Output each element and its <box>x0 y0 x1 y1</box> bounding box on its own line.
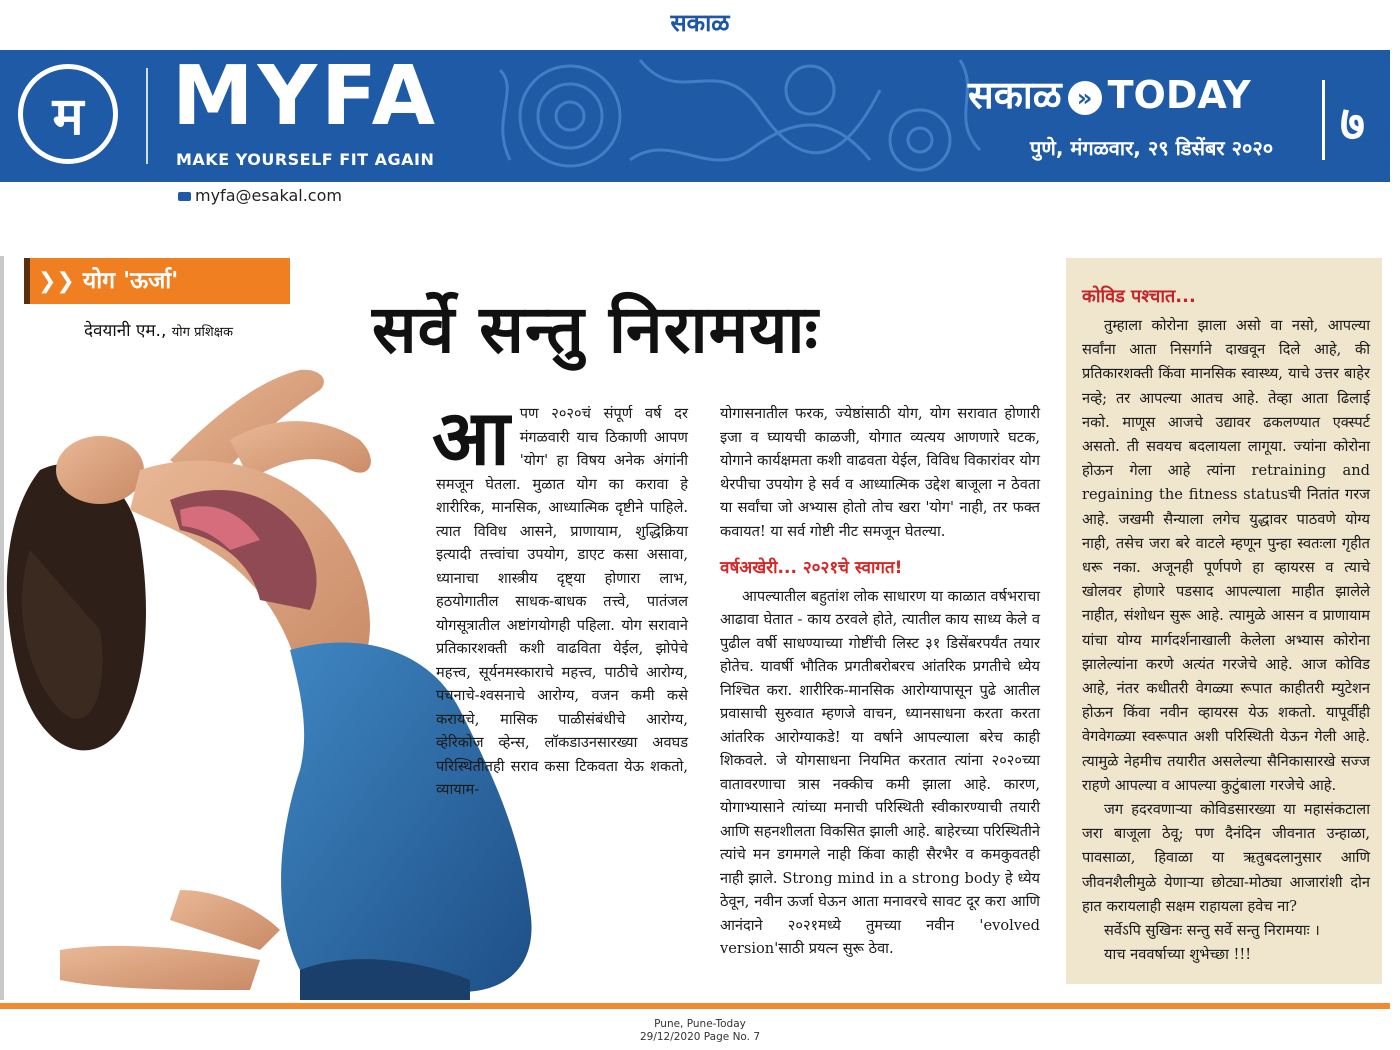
byline <box>84 318 233 341</box>
bottom-rule <box>0 1003 1390 1009</box>
double-chevron-icon: ❯❯ <box>38 269 75 294</box>
article-column-1 <box>432 393 688 802</box>
article-column-2 <box>720 402 1040 961</box>
contact-email[interactable] <box>178 186 342 205</box>
footer-edition: Pune, Pune-Today <box>654 1018 746 1030</box>
sidebar-body <box>1082 314 1370 967</box>
headline: सर्वे सन्तु निरामयाः <box>372 291 819 368</box>
page-divider <box>1322 80 1325 160</box>
section-brand: MYFA <box>172 50 440 144</box>
email-text: myfa@esakal.com <box>195 186 342 205</box>
section-tagline: MAKE YOURSELF FIT AGAIN <box>176 150 435 169</box>
column-2-text: योगासनातील फरक, ज्येष्ठांसाठी योग, योग सरावात होणारी इजा व घ्यायची काळजी, योगात व्यत्यय आणणारे घटक, योगाने कार्यक्षमता कशी वाढवता येईल, विविध विकारांवर योग थेरपीचा उपयोग हे सर्व व आध्यात्मिक उद्देश बाजूला न ठेवता या सर्वांचा जो अभ्यास होतो तोच खरा 'योग' नाही, तर फक्त कवायत! या सर्व गोष्टी नीट समजून घेतल्या. <box>720 405 1040 540</box>
sidebar-box <box>1066 258 1382 984</box>
page-footer <box>0 1018 1400 1044</box>
section-tag-accent <box>24 258 30 304</box>
decorative-pattern <box>480 50 1000 182</box>
footer-date-page: 29/12/2020 Page No. 7 <box>639 1031 761 1043</box>
double-chevron-icon: » <box>1068 81 1102 115</box>
sidebar-paragraph-3: सर्वेऽपि सुखिनः सन्तु सर्वे सन्तु निरामयाः । <box>1104 922 1320 940</box>
paper-brand <box>968 68 1251 120</box>
sidebar-paragraph-4: याच नववर्षाच्या शुभेच्छा !!! <box>1104 946 1252 964</box>
sidebar-paragraph-1: तुम्हाला कोरोना झाला असो वा नसो, आपल्या सर्वांना आता निसर्गाने दाखवून दिले आहे, की प्रतिकारशक्ती किंवा मानसिक स्वास्थ्य, याचे उत्तर बाहेर नव्हे; तर आपल्या आतच आहे. तेव्हा आता ढिलाई नको. माणूस आजचे उद्यावर ढकलण्यात एक्स्पर्ट असतो. ती सवयच बदलायला लागूया. ज्यांना कोरोना होऊन गेला आहे त्यांना retraining and regaining the fitness statusची नितांत गरज आहे. जखमी सैन्याला लगेच युद्धावर पाठवणे योग्य नाही, तसेच जरा बरे वाटले म्हणून पुन्हा स्वतःला गृहीत धरू नका. अजूनही पूर्णपणे हा व्हायरस व त्याचे खोलवर होणारे पडसाद आपल्याला माहीत झालेले नाहीत, संशोधन सुरू आहे. त्यामुळे आसन व प्राणायाम यांचा योग्य मार्गदर्शनाखाली केलेला अभ्यास कोरोना झालेल्यांना करणे अत्यंत गरजेचे आहे. आज कोविड आहे, नंतर कधीतरी वेगळ्या रूपात काहीतरी म्युटेशन होऊन किंवा नवीन व्हायरस येऊ शकतो. यापूर्वीही वेगवेगळ्या स्वरूपात अशी परिस्थिती येऊन गेली आहे. त्यामुळे नेहमीच तयारीत असलेल्या सैनिकासारखे सज्ज राहणे आपल्या व आपल्या कुटुंबाला गरजेचे आहे. <box>1082 317 1370 794</box>
edition-dateline: पुणे, मंगळवार, २९ डिसेंबर २०२० <box>1030 136 1274 160</box>
mail-icon <box>178 192 191 201</box>
newspaper-logo: सकाळ <box>670 9 730 37</box>
banner-divider <box>146 68 148 164</box>
sidebar-paragraph-2: जग हदरवणाऱ्या कोविडसारख्या या महासंकटाला जरा बाजूला ठेवू; पण दैनंदिन जीवनात उन्हाळा, पावसाळा, हिवाळा या ऋतुबदलानुसार आणि जीवनशैलीमुळे येणाऱ्या छोट्या-मोठ्या आजारांशी दोन हात करायलाही सक्षम राहायला हवेच ना? <box>1082 801 1370 915</box>
sidebar-title: कोविड पश्चात... <box>1082 286 1196 307</box>
masthead-banner <box>0 50 1390 182</box>
section-tag-label: योग 'ऊर्जा' <box>82 268 179 294</box>
subheading: वर्षअखेरी... २०२१चे स्वागत! <box>720 558 903 578</box>
paper-name: सकाळ <box>968 73 1062 117</box>
drop-cap: आ <box>432 393 510 482</box>
author-name: देवयानी एम., <box>84 321 167 341</box>
paper-suffix: TODAY <box>1107 73 1251 117</box>
column-2-text-b: आपल्यातील बहुतांश लोक साधारण या काळात वर्षभराचा आढावा घेतात - काय ठरवले होते, त्यातील काय साध्य केले व पुढील वर्षी साधण्याच्या गोष्टींची लिस्ट ३१ डिसेंबरपर्यंत तयार होतेच. यावर्षी भौतिक प्रगतीबरोबरच आंतरिक प्रगतीचे ध्येय निश्चित करा. शारीरिक-मानसिक आरोग्यापासून पुढे आतील प्रवासाची सुरुवात म्हणजे वाचन, ध्यानसाधना करता करता आंतरिक आरोग्याकडे! या वर्षाने आपल्याला बरेच काही शिकवले. जे योगसाधना नियमित करतात त्यांना २०२०च्या वातावरणाचा त्रास नक्कीच कमी झाला आहे. कारण, योगाभ्यासाने त्यांच्या मनाची परिस्थिती स्वीकारण्याची तयारी आणि सहनशीलता विकसित झाली आहे. बाहेरच्या परिस्थितीने त्यांचे मन डगमगले नाही किंवा काही सैरभैर व कमकुवतही नाही झाले. Strong mind in a strong body हे ध्येय ठेवून, नवीन ऊर्जा घेऊन आता मनावरचे सावट दूर करा आणि आनंदाने २०२१मध्ये तुमच्या नवीन 'evolved version'साठी प्रयत्न सुरू ठेवा. <box>720 587 1040 957</box>
column-1-text: पण २०२०चं संपूर्ण वर्ष दर मंगळवारी याच ठिकाणी आपण 'योग' हा विषय अनेक अंगांनी समजून घेतला. मुळात योग का करावा हे शारीरिक, मानसिक, आध्यात्मिक दृष्टीने पाहिले. त्यात विविध आसने, प्राणायाम, शुद्धिक्रिया इत्यादी तत्त्वांचा उपयोग, डाएट कसा असावा, ध्यानाचा शास्त्रीय दृष्ट्या होणारा लाभ, हठयोगातील साधक-बाधक तत्त्वे, पातंजल योगसूत्रातील अष्टांगयोगही पहिला. योग सरावाने प्रतिकारशक्ती कशी वाढविता येईल, झोपेचे महत्त्व, सूर्यनमस्काराचे महत्त्व, पाठीचे आरोग्य, पचनाचे-श्वसनाचे आरोग्य, वजन कमी कसे करायचे, मासिक पाळीसंबंधीचे आरोग्य, व्हेरिकोज व्हेन्स, लॉकडाउनसारख्या अवघड परिस्थितीतही सराव कसा टिकवता येऊ शकतो, व्यायाम- <box>436 405 688 798</box>
page-number: ७ <box>1340 96 1365 152</box>
author-role: योग प्रशिक्षक <box>171 325 234 340</box>
myfa-badge: म <box>18 64 118 164</box>
section-tag <box>24 258 290 304</box>
